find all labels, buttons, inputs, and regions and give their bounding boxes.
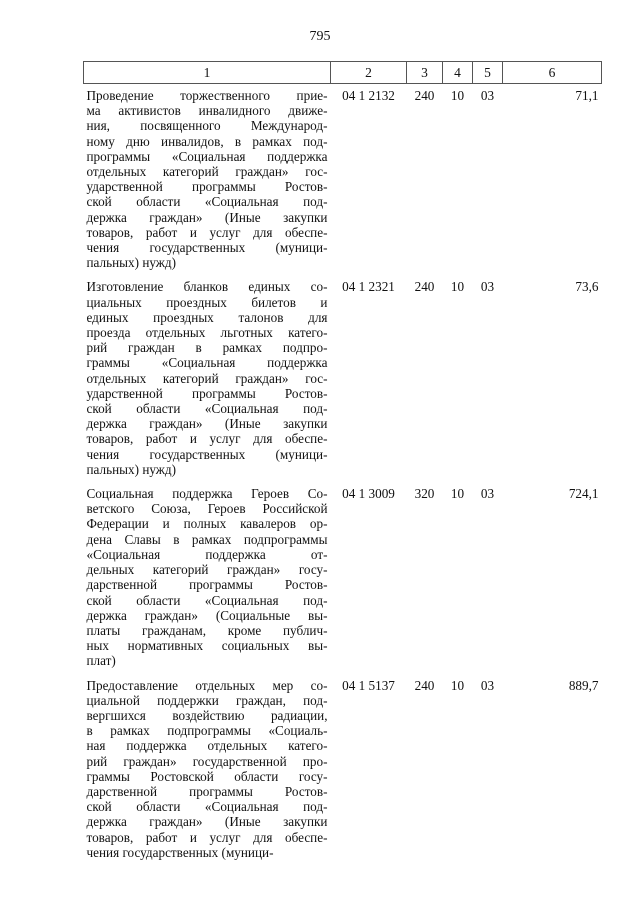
row-description (84, 482, 331, 673)
target-article-code: 04 1 2321 (342, 279, 395, 295)
description-line: ской области «Социальная под- (86, 194, 328, 210)
description-line: вергшихся воздействию радиации, (86, 707, 328, 723)
description-line: Социальная поддержка Героев Со- (86, 486, 328, 502)
description-line: Проведение торжественного прие- (86, 88, 328, 103)
row-description (84, 674, 331, 865)
subsection-code: 03 (480, 486, 495, 502)
amount: 724,1 (568, 486, 599, 502)
description-line: ударственной программы Ростов- (86, 385, 328, 401)
column-header-4: 4 (443, 62, 473, 84)
description-line: «Социальная поддержка от- (86, 546, 328, 562)
description-line: держка граждан» (Иные закупки (86, 209, 328, 225)
description-line: ской области «Социальная под- (86, 401, 328, 417)
expense-type-code: 240 (414, 88, 435, 103)
table-body (84, 84, 602, 865)
description-line: товаров, работ и услуг для обеспе- (86, 431, 328, 447)
table-row (84, 275, 602, 482)
subsection-code: 03 (480, 677, 495, 693)
table-row (84, 674, 602, 865)
description-line: пальных) нужд) (86, 255, 177, 271)
description-line: ных нормативных социальных вы- (86, 638, 328, 654)
description-line: дена Славы в рамках подпрограммы (86, 531, 328, 547)
description-line: рий граждан в рамках подпро- (86, 340, 328, 356)
target-article-code: 04 1 3009 (342, 486, 395, 502)
budget-table (83, 61, 602, 865)
target-article-code: 04 1 5137 (342, 677, 395, 693)
description-line: Предоставление отдельных мер со- (86, 677, 328, 693)
amount: 73,6 (575, 279, 599, 295)
description-line: держка граждан» (Иные закупки (86, 814, 328, 830)
description-line: в рамках подпрограммы «Социаль- (86, 723, 328, 739)
description-line: чения государственных (муници- (86, 240, 328, 256)
table-header-row (84, 62, 602, 84)
description-line: плат) (86, 653, 116, 669)
description-line: чения государственных (муници- (86, 844, 274, 860)
section-code: 10 (450, 279, 465, 295)
description-line: циальной поддержки граждан, под- (86, 692, 328, 708)
description-line: ная поддержка отдельных катего- (86, 738, 328, 754)
description-line: ному дню инвалидов, в рамках под- (86, 133, 328, 149)
description-line: единых проездных талонов для (86, 309, 328, 325)
column-header-6: 6 (503, 62, 602, 84)
column-header-2: 2 (331, 62, 407, 84)
subsection-code: 03 (480, 279, 495, 295)
description-line: дарственной программы Ростов- (86, 783, 328, 799)
section-code: 10 (450, 88, 465, 103)
description-line: отдельных категорий граждан» гос- (86, 164, 328, 180)
description-line: отдельных категорий граждан» гос- (86, 370, 328, 386)
description-line: ударственной программы Ростов- (86, 179, 328, 195)
section-code: 10 (450, 677, 465, 693)
amount: 71,1 (575, 88, 599, 103)
description-line: ской области «Социальная под- (86, 592, 328, 608)
description-line: ветского Союза, Героев Российской (86, 501, 328, 517)
page-number: 795 (309, 29, 331, 44)
subsection-code: 03 (480, 88, 495, 103)
column-header-5: 5 (473, 62, 503, 84)
description-line: товаров, работ и услуг для обеспе- (86, 224, 328, 240)
column-header-3: 3 (407, 62, 443, 84)
row-description (84, 84, 331, 276)
expense-type-code: 240 (414, 279, 435, 295)
column-header-1: 1 (84, 62, 331, 84)
description-line: дельных категорий граждан» госу- (86, 562, 328, 578)
description-line: циальных проездных билетов и (86, 294, 328, 310)
description-line: держка граждан» (Социальные вы- (86, 607, 328, 623)
section-code: 10 (450, 486, 465, 502)
description-line: ской области «Социальная под- (86, 799, 328, 815)
description-line: дарственной программы Ростов- (86, 577, 328, 593)
description-line: граммы «Социальная поддержка (86, 355, 328, 371)
description-line: ма активистов инвалидного движе- (86, 103, 328, 119)
expense-type-code: 320 (414, 486, 435, 502)
description-line: проезда отдельных льготных катего- (86, 325, 328, 341)
table-row (84, 482, 602, 673)
table-row (84, 84, 602, 276)
description-line: рий граждан» государственной про- (86, 753, 328, 769)
description-line: граммы Ростовской области госу- (86, 768, 328, 784)
description-line: Изготовление бланков единых со- (86, 279, 328, 295)
row-description (84, 275, 331, 482)
description-line: Федерации и полных кавалеров ор- (86, 516, 328, 532)
amount: 889,7 (568, 677, 599, 693)
description-line: программы «Социальная поддержка (86, 148, 328, 164)
description-line: товаров, работ и услуг для обеспе- (86, 829, 328, 845)
description-line: платы гражданам, кроме публич- (86, 622, 328, 638)
expense-type-code: 240 (414, 677, 435, 693)
description-line: ния, посвященного Международ- (86, 118, 328, 134)
target-article-code: 04 1 2132 (342, 88, 395, 103)
description-line: держка граждан» (Иные закупки (86, 416, 328, 432)
description-line: чения государственных (муници- (86, 446, 328, 462)
description-line: пальных) нужд) (86, 461, 177, 477)
